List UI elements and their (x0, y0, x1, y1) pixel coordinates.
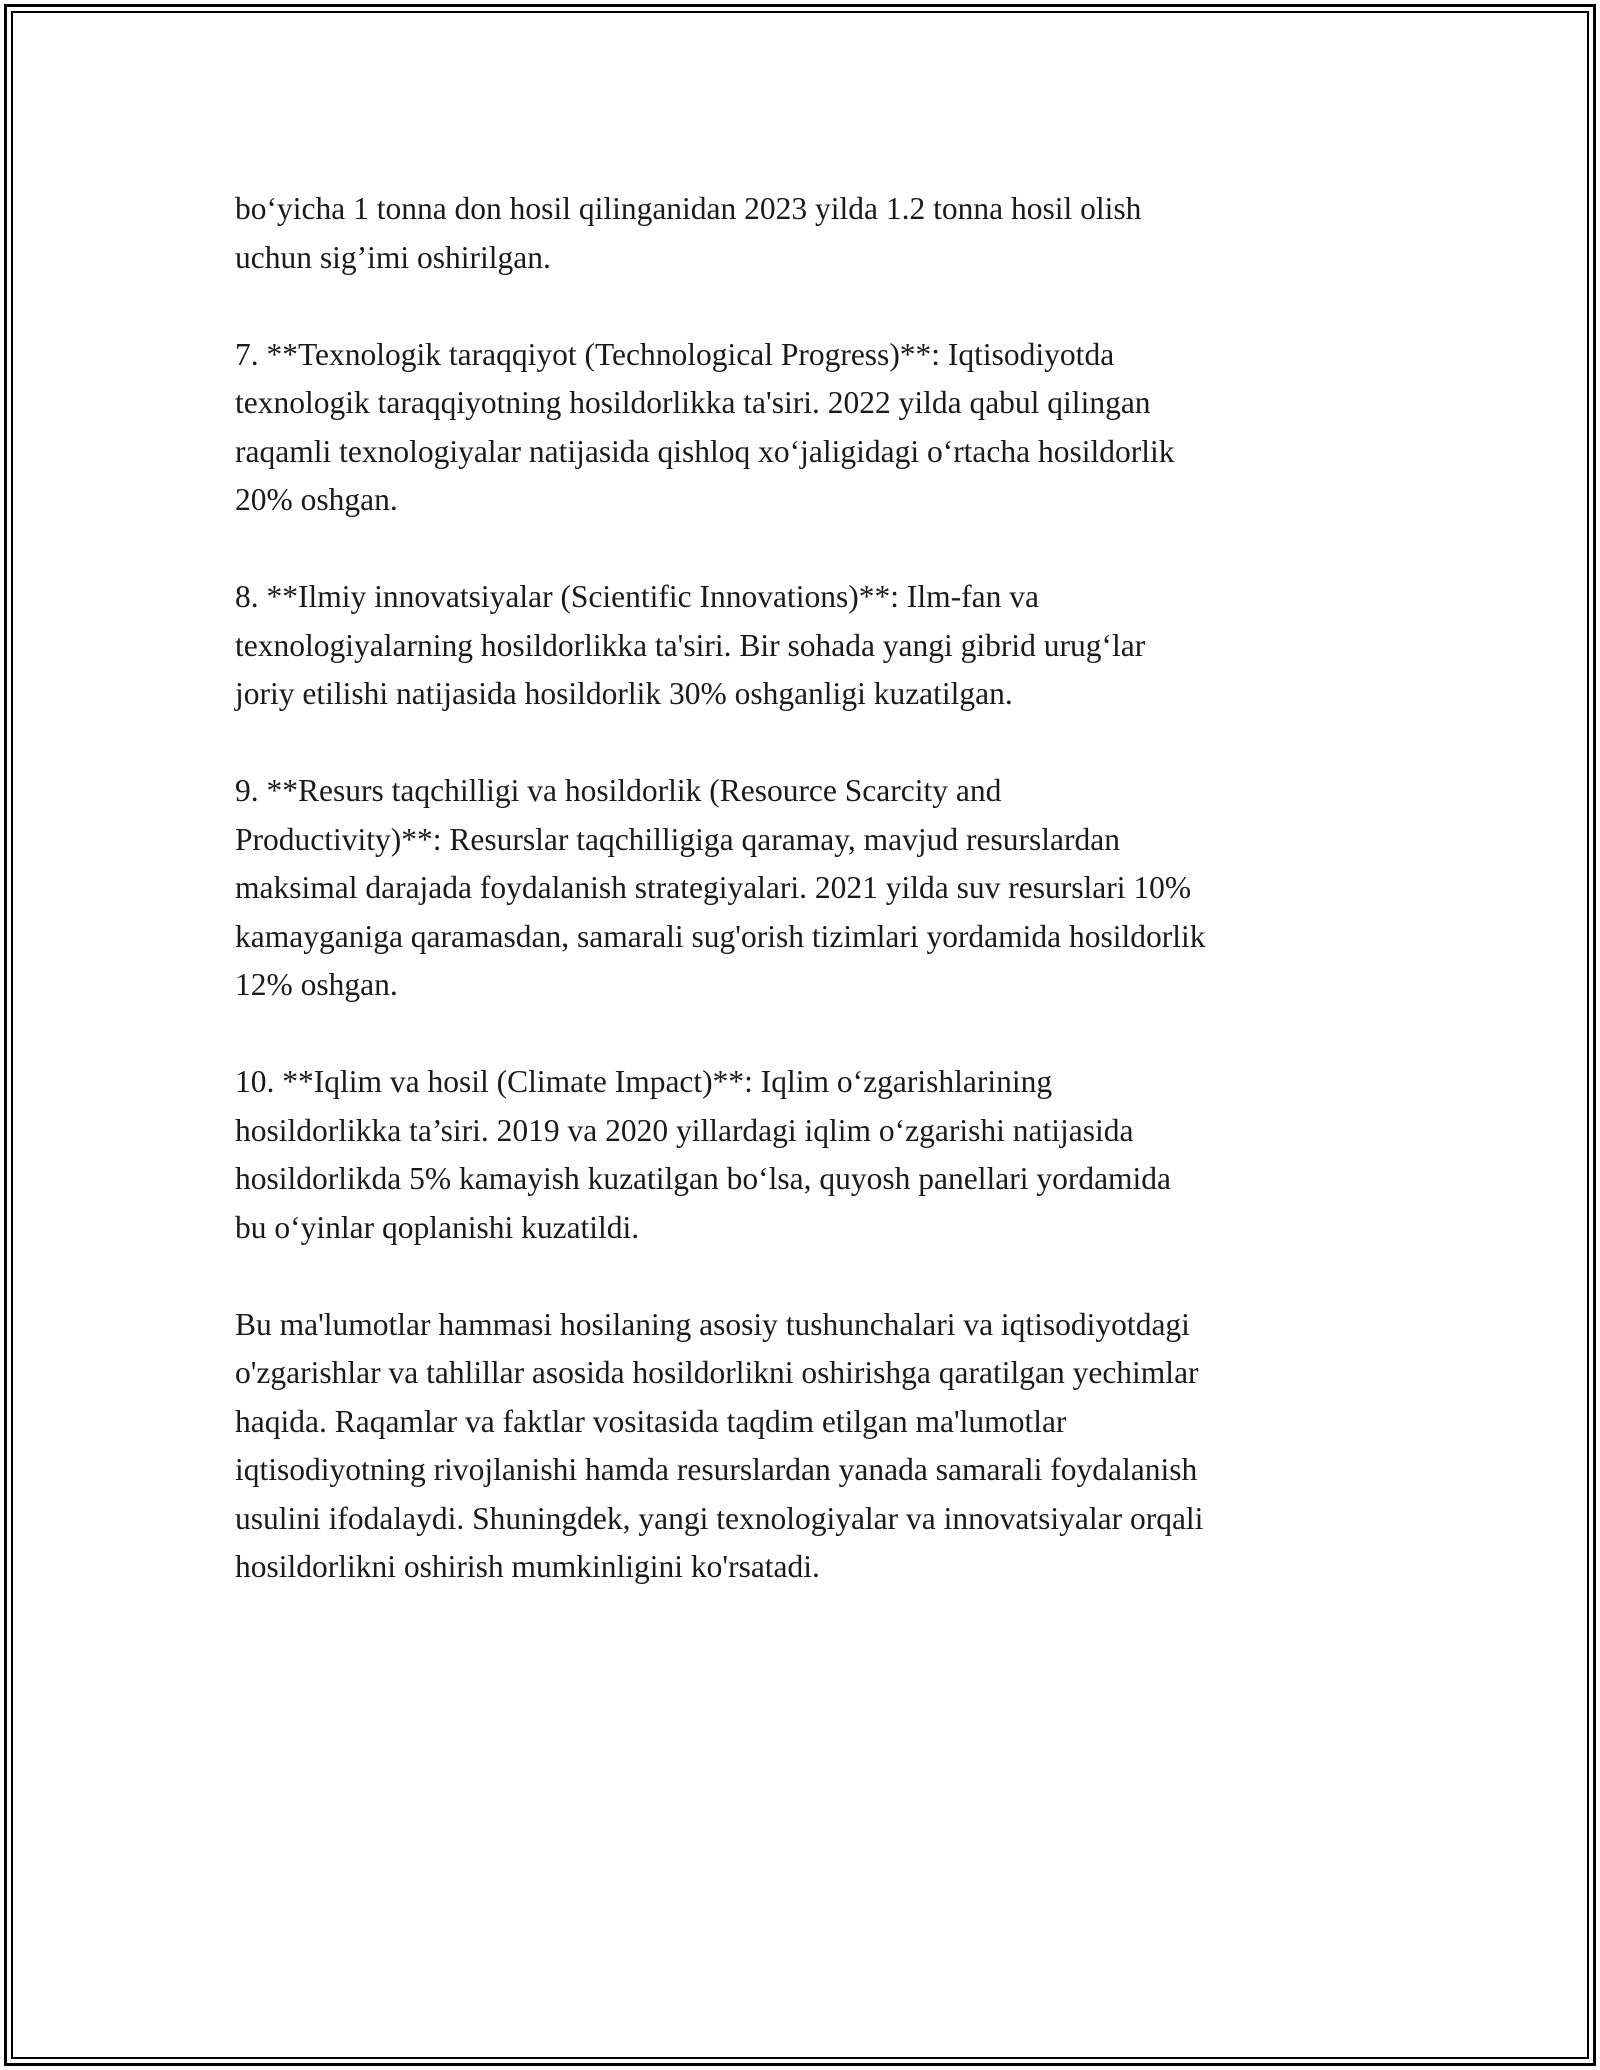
paragraph-continuation (235, 185, 1375, 282)
paragraph-item-8 (235, 573, 1375, 719)
paragraph-item-7 (235, 331, 1375, 525)
text-line: iqtisodiyotning rivojlanishi hamda resurslardan yanada samarali foydalanish (235, 1452, 1198, 1487)
text-line: bo‘yicha 1 tonna don hosil qilinganidan 2023 yilda 1.2 tonna hosil olish (235, 191, 1142, 226)
text-line: hosildorlikka ta’siri. 2019 va 2020 yillardagi iqlim o‘zgarishi natijasida (235, 1112, 1134, 1148)
text-line: o'zgarishlar va tahlillar asosida hosildorlikni oshirishga qaratilgan yechimlar (235, 1355, 1199, 1390)
text-line: hosildorlikni oshirish mumkinligini ko'rsatadi. (235, 1549, 820, 1584)
text-line: 12% oshgan. (235, 967, 398, 1002)
text-line: texnologik taraqqiyotning hosildorlikka ta'siri. 2022 yilda qabul qilingan (235, 385, 1151, 420)
text-line: 8. **Ilmiy innovatsiyalar (Scientific Innovations)**: Ilm-fan va (235, 579, 1039, 614)
text-line: Productivity)**: Resurslar taqchilligiga qaramay, mavjud resurslardan (235, 821, 1120, 857)
paragraph-item-10 (235, 1058, 1375, 1252)
text-line: 10. **Iqlim va hosil (Climate Impact)**: Iqlim o‘zgarishlarining (235, 1064, 1053, 1099)
text-line: raqamli texnologiyalar natijasida qishloq xo‘jaligidagi o‘rtacha hosildorlik (235, 433, 1175, 469)
text-line: haqida. Raqamlar va faktlar vositasida taqdim etilgan ma'lumotlar (235, 1403, 1067, 1439)
text-line: Bu ma'lumotlar hammasi hosilaning asosiy tushunchalari va iqtisodiyotdagi (235, 1306, 1190, 1342)
paragraph-item-9 (235, 767, 1375, 1010)
text-line: uchun sig’imi oshirilgan. (235, 239, 551, 275)
paragraph-summary (235, 1301, 1375, 1592)
text-line: bu o‘yinlar qoplanishi kuzatildi. (235, 1209, 640, 1245)
text-line: kamayganiga qaramasdan, samarali sug'orish tizimlari yordamida hosildorlik (235, 918, 1206, 954)
document-body (235, 185, 1375, 1592)
text-line: 9. **Resurs taqchilligi va hosildorlik (Resource Scarcity and (235, 773, 1002, 808)
text-line: 7. **Texnologik taraqqiyot (Technological Progress)**: Iqtisodiyotda (235, 336, 1115, 372)
text-line: joriy etilishi natijasida hosildorlik 30% oshganligi kuzatilgan. (235, 676, 1013, 711)
text-line: 20% oshgan. (235, 482, 398, 517)
text-line: maksimal darajada foydalanish strategiyalari. 2021 yilda suv resurslari 10% (235, 870, 1192, 905)
text-line: texnologiyalarning hosildorlikka ta'siri. Bir sohada yangi gibrid urug‘lar (235, 627, 1146, 663)
text-line: usulini ifodalaydi. Shuningdek, yangi texnologiyalar va innovatsiyalar orqali (235, 1500, 1204, 1536)
text-line: hosildorlikda 5% kamayish kuzatilgan bo‘lsa, quyosh panellari yordamida (235, 1161, 1172, 1196)
